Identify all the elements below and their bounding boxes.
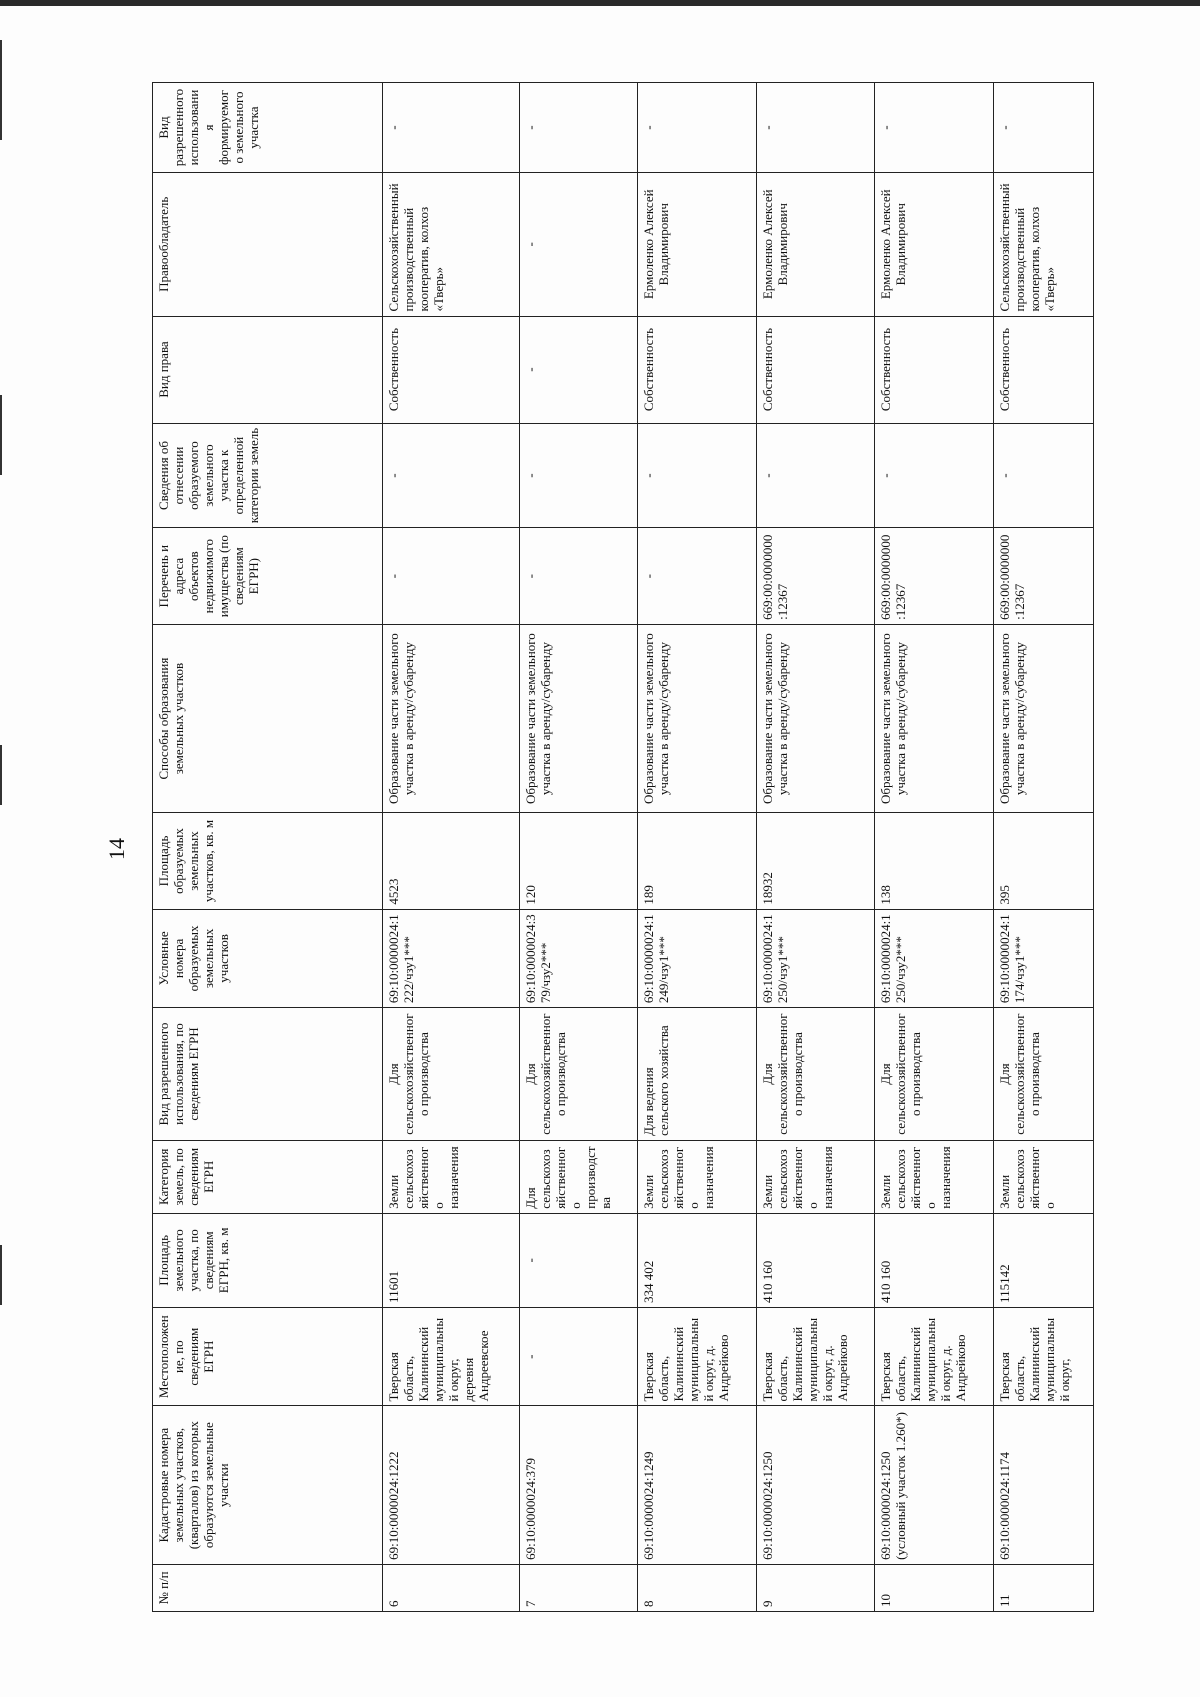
cell-use-egrn: Для сельскохозяйственного производства — [993, 1008, 1093, 1141]
cell-new-use: - — [875, 83, 994, 173]
margin-mark — [0, 40, 2, 140]
cell-category-info: - — [638, 423, 757, 528]
cell-holder: - — [519, 173, 638, 316]
cell-right: Собственность — [383, 316, 520, 423]
col-header-cadastral: Кадастровые номера земельных участков, (кварталов) из которых образуются земельные участки — [153, 1406, 383, 1564]
cell-conditional: 69:10:0000024:1249/чзу1*** — [638, 909, 757, 1008]
cell-area-egrn: 410 160 — [875, 1213, 994, 1307]
cell-num: 8 — [638, 1564, 757, 1611]
cell-category: Для сельскохозяйственного производства — [519, 1140, 638, 1213]
cell-num: 10 — [875, 1564, 994, 1611]
table-row — [875, 83, 994, 1612]
cell-num: 11 — [993, 1564, 1093, 1611]
cell-right: Собственность — [875, 316, 994, 423]
cell-area-new: 18932 — [756, 813, 875, 909]
cell-conditional: 69:10:0000024:1250/чзу2*** — [875, 909, 994, 1008]
cell-method: Образование части земельного участка в аренду/субаренду — [993, 624, 1093, 812]
cell-category: Земли сельскохозяйственного — [993, 1140, 1093, 1213]
cell-num: 9 — [756, 1564, 875, 1611]
col-header-category-info: Сведения об отнесении образуемого земельного участка к определенной категории земель — [153, 423, 383, 528]
cell-method: Образование части земельного участка в аренду/субаренду — [383, 624, 520, 812]
col-header-area-egrn: Площадь земельного участка, по сведениям ЕГРН, кв. м — [153, 1213, 383, 1307]
cell-method: Образование части земельного участка в аренду/субаренду — [638, 624, 757, 812]
cell-right: - — [519, 316, 638, 423]
cell-area-egrn: 410 160 — [756, 1213, 875, 1307]
cell-location: Тверская область, Калининский муниципальный округ, д. Андрейково — [638, 1307, 757, 1406]
col-header-new-use: Вид разрешенного использования формируемого земельного участка — [153, 83, 383, 173]
cell-use-egrn: Для сельскохозяйственного производства — [756, 1008, 875, 1141]
cell-use-egrn: Для сельскохозяйственного производства — [875, 1008, 994, 1141]
cell-objects: - — [519, 528, 638, 624]
cell-new-use: - — [756, 83, 875, 173]
cell-right: Собственность — [993, 316, 1093, 423]
cell-location: Тверская область, Калининский муниципальный округ, деревня Андреевское — [383, 1307, 520, 1406]
cell-cadastral: 69:10:0000024:1250 (условный участок 1.260*) — [875, 1406, 994, 1564]
page-number: 14 — [104, 838, 129, 860]
cell-area-egrn: - — [519, 1213, 638, 1307]
cell-use-egrn: Для сельскохозяйственного производства — [383, 1008, 520, 1141]
cell-objects: - — [383, 528, 520, 624]
cell-objects: 669:00:0000000:12367 — [756, 528, 875, 624]
cell-method: Образование части земельного участка в аренду/субаренду — [519, 624, 638, 812]
cell-conditional: 69:10:0000024:1250/чзу1*** — [756, 909, 875, 1008]
cell-location: - — [519, 1307, 638, 1406]
col-header-holder: Правообладатель — [153, 173, 383, 316]
cell-area-new: 120 — [519, 813, 638, 909]
cell-objects: - — [638, 528, 757, 624]
cell-category-info: - — [519, 423, 638, 528]
cell-area-new: 138 — [875, 813, 994, 909]
cell-cadastral: 69:10:0000024:1250 — [756, 1406, 875, 1564]
cell-location: Тверская область, Калининский муниципальный округ, д. Андрейково — [875, 1307, 994, 1406]
table-row — [756, 83, 875, 1612]
cell-right: Собственность — [638, 316, 757, 423]
cell-holder: Ермоленко Алексей Владимирович — [638, 173, 757, 316]
cell-use-egrn: Для ведения сельского хозяйства — [638, 1008, 757, 1141]
cell-new-use: - — [638, 83, 757, 173]
table-row — [519, 83, 638, 1612]
cell-holder: Ермоленко Алексей Владимирович — [756, 173, 875, 316]
cell-location: Тверская область, Калининский муниципальный округ, д. Андрейково — [756, 1307, 875, 1406]
col-header-objects: Перечень и адреса объектов недвижимого имущества (по сведениям ЕГРН) — [153, 528, 383, 624]
col-header-area-new: Площадь образуемых земельных участков, кв. м — [153, 813, 383, 909]
cell-holder: Сельскохозяйственный производственный кооператив, колхоз «Тверь» — [383, 173, 520, 316]
cell-area-new: 189 — [638, 813, 757, 909]
cell-objects: 669:00:0000000:12367 — [993, 528, 1093, 624]
cell-cadastral: 69:10:0000024:379 — [519, 1406, 638, 1564]
cell-right: Собственность — [756, 316, 875, 423]
cell-area-egrn: 334 402 — [638, 1213, 757, 1307]
cell-category-info: - — [875, 423, 994, 528]
table-header-row — [153, 83, 383, 1612]
cell-objects: 669:00:0000000:12367 — [875, 528, 994, 624]
cell-area-new: 4523 — [383, 813, 520, 909]
cell-new-use: - — [519, 83, 638, 173]
cell-holder: Сельскохозяйственный производственный кооператив, колхоз «Тверь» — [993, 173, 1093, 316]
rotated-table-container — [152, 82, 1094, 1612]
cell-area-egrn: 11601 — [383, 1213, 520, 1307]
cell-conditional: 69:10:0000024:379/чзу2*** — [519, 909, 638, 1008]
cell-category-info: - — [756, 423, 875, 528]
col-header-num: № п/п — [153, 1564, 383, 1611]
scan-top-edge — [0, 0, 1200, 6]
table-row — [383, 83, 520, 1612]
cell-area-new: 395 — [993, 813, 1093, 909]
cell-area-egrn: 115142 — [993, 1213, 1093, 1307]
col-header-conditional: Условные номера образуемых земельных участков — [153, 909, 383, 1008]
cell-new-use: - — [383, 83, 520, 173]
col-header-use-egrn: Вид разрешенного использования, по сведениям ЕГРН — [153, 1008, 383, 1141]
cell-location: Тверская область, Калининский муниципальный округ, — [993, 1307, 1093, 1406]
cell-num: 6 — [383, 1564, 520, 1611]
cell-conditional: 69:10:0000024:1222/чзу1*** — [383, 909, 520, 1008]
cell-cadastral: 69:10:0000024:1249 — [638, 1406, 757, 1564]
cell-num: 7 — [519, 1564, 638, 1611]
cell-cadastral: 69:10:0000024:1174 — [993, 1406, 1093, 1564]
margin-mark — [0, 1245, 2, 1305]
cell-category-info: - — [383, 423, 520, 528]
table-row — [993, 83, 1093, 1612]
cell-category: Земли сельскохозяйственного назначения — [383, 1140, 520, 1213]
cell-new-use: - — [993, 83, 1093, 173]
col-header-category: Категория земель, по сведениям ЕГРН — [153, 1140, 383, 1213]
cell-conditional: 69:10:0000024:1174/чзу1*** — [993, 909, 1093, 1008]
land-plots-table — [152, 82, 1094, 1612]
cell-method: Образование части земельного участка в аренду/субаренду — [875, 624, 994, 812]
cell-cadastral: 69:10:0000024:1222 — [383, 1406, 520, 1564]
cell-category-info: - — [993, 423, 1093, 528]
cell-category: Земли сельскохозяйственного назначения — [756, 1140, 875, 1213]
cell-holder: Ермоленко Алексей Владимирович — [875, 173, 994, 316]
cell-use-egrn: Для сельскохозяйственного производства — [519, 1008, 638, 1141]
col-header-location: Местоположение, по сведениям ЕГРН — [153, 1307, 383, 1406]
cell-method: Образование части земельного участка в аренду/субаренду — [756, 624, 875, 812]
col-header-right: Вид права — [153, 316, 383, 423]
col-header-method: Способы образования земельных участков — [153, 624, 383, 812]
margin-mark — [0, 745, 2, 805]
margin-mark — [0, 395, 2, 475]
cell-category: Земли сельскохозяйственного назначения — [875, 1140, 994, 1213]
table-row — [638, 83, 757, 1612]
cell-category: Земли сельскохозяйственного назначения — [638, 1140, 757, 1213]
